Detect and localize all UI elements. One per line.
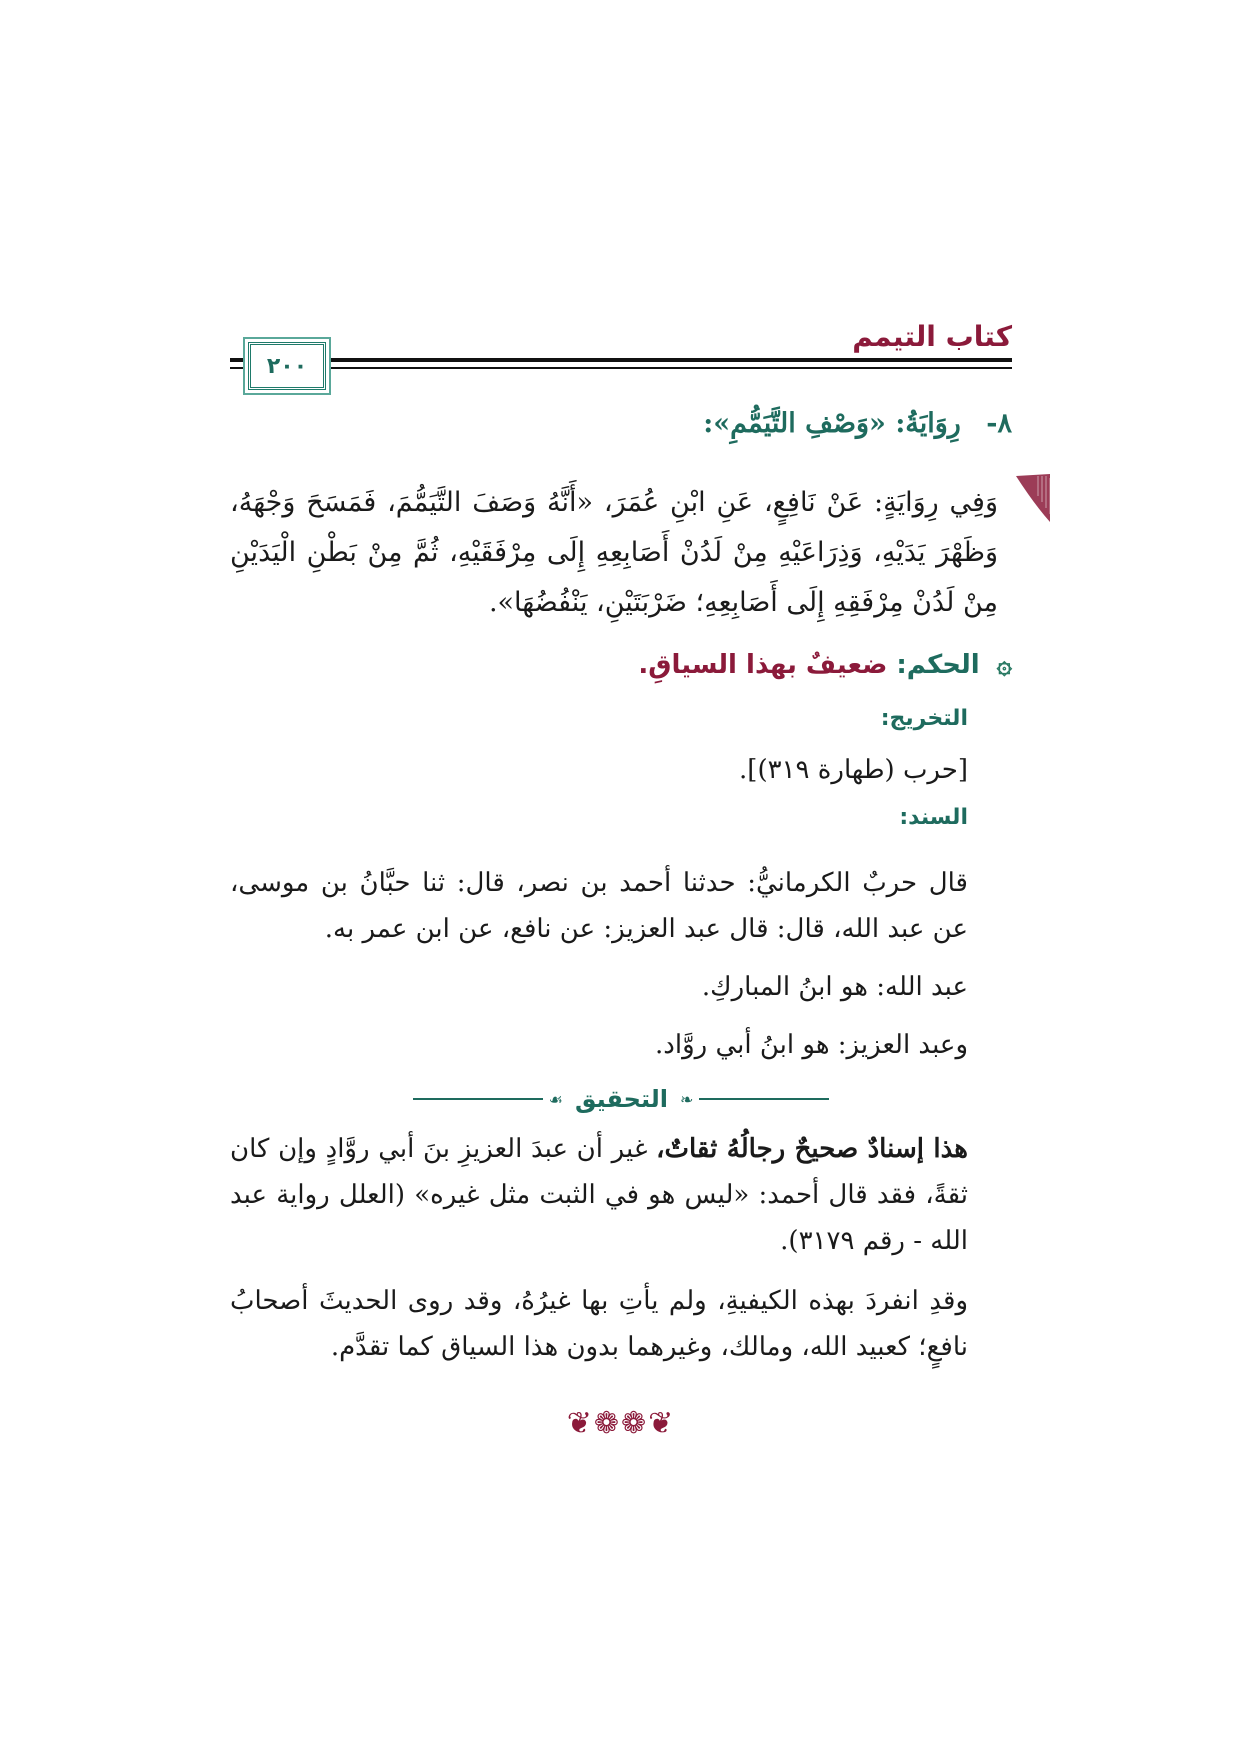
tahqiq-bold-lead: هذا إسنادٌ صحيحٌ رجالُهُ ثقاتٌ، <box>656 1134 968 1164</box>
sanad-note-2: وعبد العزيز: هو ابنُ أبي روَّاد. <box>655 1030 968 1060</box>
tahqiq-paragraph-1 <box>230 1126 1012 1264</box>
sanad-note-1: عبد الله: هو ابنُ المباركِ. <box>701 972 968 1002</box>
page-header <box>230 320 1012 392</box>
takhrij-text: [حرب (طهارة ٣١٩)]. <box>739 755 968 785</box>
takhrij-heading: التخريج: <box>880 706 968 731</box>
tahqiq-paragraph-1-rest: غير أن عبدَ العزيزِ بنَ أبي روَّادٍ وإن كان ثقةً، فقد قال أحمد: «ليس هو في الثبت مثل غيره» (العلل رواية عبد الله - رقم ٣١٧٩). <box>230 1134 968 1256</box>
header-rule-thick <box>230 358 1012 362</box>
tahqiq-divider <box>230 1082 1012 1116</box>
page-number: ٢٠٠ <box>266 353 308 379</box>
page-number-badge <box>248 342 326 390</box>
quote-text: وَفِي رِوَايَةٍ: عَنْ نَافِعٍ، عَنِ ابْنِ عُمَرَ، «أَنَّهُ وَصَفَ التَّيَمُّمَ، فَمَسَحَ وَجْهَهُ، وَظَهْرَ يَدَيْهِ، وَذِرَاعَيْهِ مِنْ لَدُنْ أَصَابِعِهِ إِلَى مِرْفَقَيْهِ، ثُمَّ مِنْ بَطْنِ الْيَدَيْنِ مِنْ لَدُنْ مِرْفَقِهِ إِلَى أَصَابِعِهِ؛ ضَرْبَتَيْنِ، يَنْفُضُهَا». <box>230 487 998 618</box>
tahqiq-heading: التحقيق <box>574 1085 668 1113</box>
end-ornament-icon: ❦❁❁❦ <box>566 1406 676 1441</box>
end-ornament <box>230 1406 1012 1441</box>
book-page <box>230 320 1012 1441</box>
section-heading <box>230 408 1012 454</box>
section-title: رِوَايَةُ: «وَصْفِ التَّيَمُّمِ»: <box>703 408 961 439</box>
divider-line <box>699 1098 829 1100</box>
sanad-paragraph: قال حربٌ الكرمانيُّ: حدثنا أحمد بن نصر، قال: ثنا حبَّانُ بن موسى، عن عبد الله، قال: قال عبد العزيز: عن نافع، عن ابن عمر به. <box>230 868 968 944</box>
hadith-quote <box>230 478 1012 628</box>
header-rule-thin <box>230 367 1012 369</box>
ruling-value: ضعيفٌ بهذا السياقِ. <box>638 650 888 680</box>
section-number: ٨- <box>986 408 1012 439</box>
divider-line <box>413 1098 543 1100</box>
book-title: كتاب التيمم <box>852 320 1012 353</box>
quote-corner-ornament-icon <box>1016 474 1050 522</box>
divider-ornament-icon: ❧ <box>680 1089 694 1109</box>
sanad-heading: السند: <box>899 805 968 830</box>
ruling-label: الحكم: <box>896 650 980 680</box>
ruling <box>230 650 1012 680</box>
divider-ornament-icon: ☙ <box>548 1089 563 1109</box>
tahqiq-paragraph-2: وقدِ انفردَ بهذه الكيفيةِ، ولم يأتِ بها غيرُهُ، وقد روى الحديثَ أصحابُ نافعٍ؛ كعبيد الله، ومالك، وغيرهما بدون هذا السياق كما تقدَّم. <box>230 1286 968 1362</box>
ornament-star-icon: ۞ <box>996 650 1012 680</box>
